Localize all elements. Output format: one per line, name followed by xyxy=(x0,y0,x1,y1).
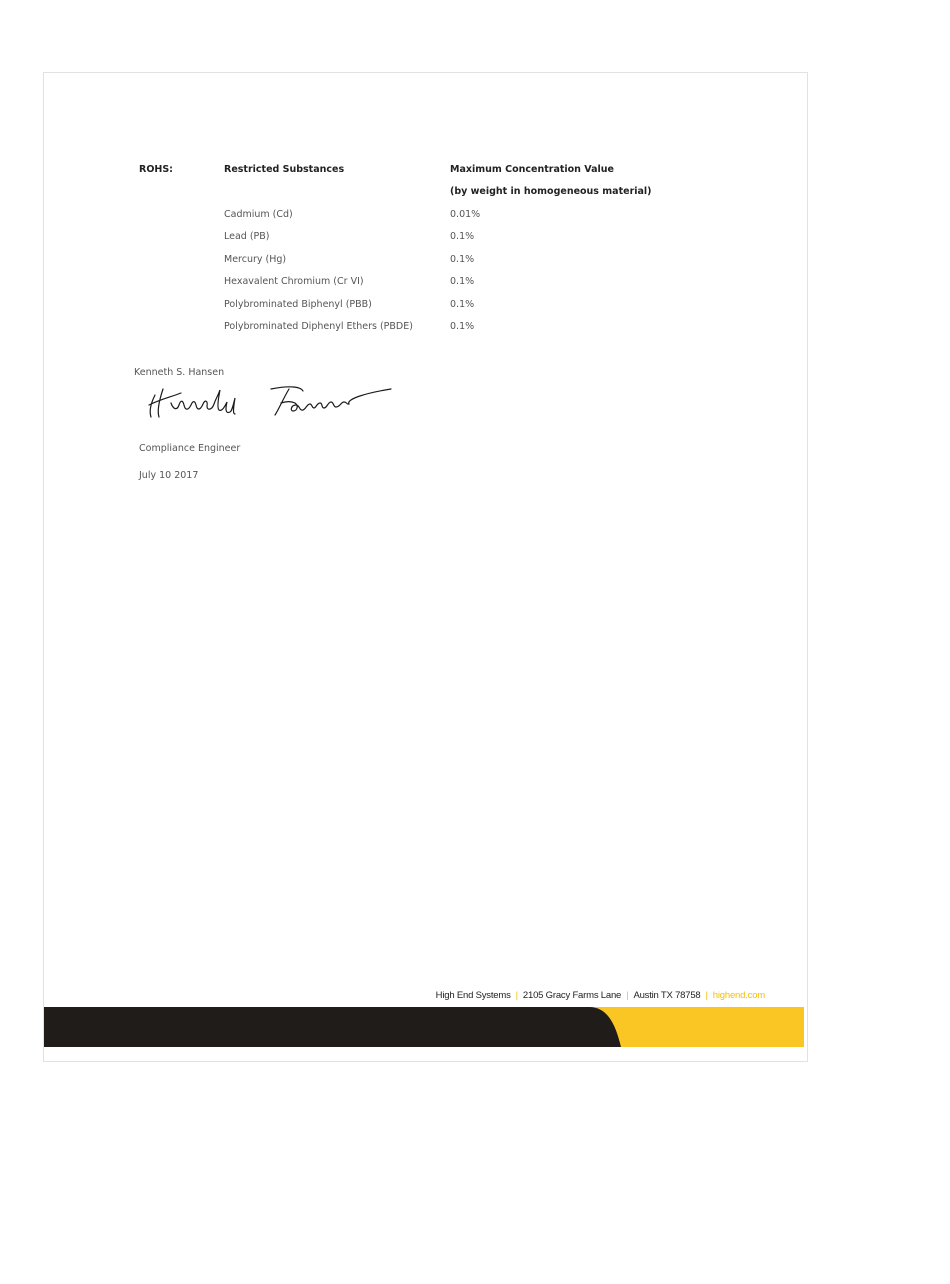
footer-black-band xyxy=(44,1007,621,1047)
substance-name: Hexavalent Chromium (Cr VI) xyxy=(224,276,364,287)
signatory-name: Kenneth S. Hansen xyxy=(134,367,225,378)
substance-value: 0.1% xyxy=(450,254,475,265)
footer-separator: | xyxy=(626,990,629,1001)
footer-street: 2105 Gracy Farms Lane xyxy=(522,990,622,1001)
substance-name: Mercury (Hg) xyxy=(224,254,287,265)
footer-city: Austin TX 78758 xyxy=(633,990,701,1001)
max-concentration-subheader: (by weight in homogeneous material) xyxy=(450,186,652,197)
restricted-substances-header: Restricted Substances xyxy=(224,164,345,175)
footer-address-line xyxy=(436,990,765,1001)
document-date: July 10 2017 xyxy=(139,470,199,481)
footer-website: highend.com xyxy=(712,990,765,1001)
rohs-label: ROHS: xyxy=(139,164,173,175)
substance-value: 0.1% xyxy=(450,321,475,332)
max-concentration-header: Maximum Concentration Value xyxy=(450,164,614,175)
substance-value: 0.1% xyxy=(450,299,475,310)
substance-name: Polybrominated Diphenyl Ethers (PBDE) xyxy=(224,321,413,332)
substance-name: Lead (PB) xyxy=(224,231,270,242)
substance-name: Polybrominated Biphenyl (PBB) xyxy=(224,299,372,310)
signatory-title: Compliance Engineer xyxy=(139,443,241,454)
footer-separator: | xyxy=(705,990,708,1001)
handwritten-signature xyxy=(141,381,401,423)
substance-name: Cadmium (Cd) xyxy=(224,209,293,220)
substance-value: 0.01% xyxy=(450,209,481,220)
substance-value: 0.1% xyxy=(450,231,475,242)
footer-separator: | xyxy=(515,990,518,1001)
substance-value: 0.1% xyxy=(450,276,475,287)
footer-color-band xyxy=(44,1007,809,1051)
document-page xyxy=(43,72,808,1062)
footer-company: High End Systems xyxy=(435,990,511,1001)
